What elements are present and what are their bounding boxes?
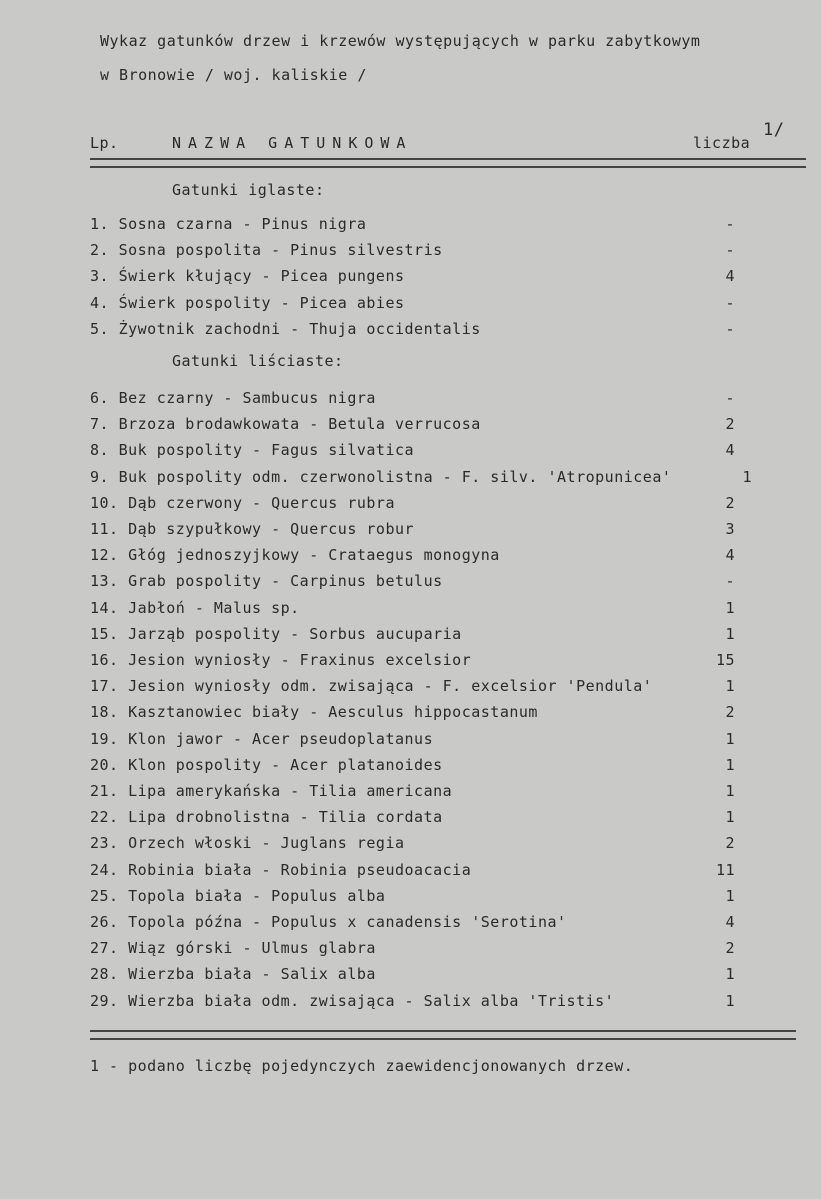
species-count: - bbox=[725, 319, 735, 338]
species-count: 2 bbox=[725, 939, 735, 958]
species-count: 11 bbox=[715, 860, 735, 879]
list-item bbox=[0, 267, 821, 291]
list-item bbox=[0, 992, 821, 1016]
species-count: 1 bbox=[725, 965, 735, 984]
list-item bbox=[0, 677, 821, 701]
species-count: 4 bbox=[725, 267, 735, 286]
list-item bbox=[0, 215, 821, 239]
list-item bbox=[0, 389, 821, 413]
list-item bbox=[0, 441, 821, 465]
species-count: 1 bbox=[725, 782, 735, 800]
list-item bbox=[0, 887, 821, 911]
species-name: 24. Robinia biała - Robinia pseudoacacia bbox=[90, 860, 472, 879]
species-name: 20. Klon pospolity - Acer platanoides bbox=[90, 755, 443, 774]
species-name: 6. Bez czarny - Sambucus nigra bbox=[90, 389, 376, 407]
species-name: 9. Buk pospolity odm. czerwonolistna - F. silv. 'Atropunicea' bbox=[90, 467, 672, 486]
list-item bbox=[0, 782, 821, 806]
species-name: 21. Lipa amerykańska - Tilia americana bbox=[90, 782, 453, 800]
species-name: 1. Sosna czarna - Pinus nigra bbox=[90, 215, 367, 233]
list-item bbox=[0, 703, 821, 727]
species-count: 1 bbox=[725, 729, 735, 748]
document-subtitle: w Bronowie / woj. kaliskie / bbox=[100, 66, 367, 84]
list-item bbox=[0, 756, 821, 780]
species-count: 3 bbox=[725, 520, 735, 538]
header-lp: Lp. bbox=[90, 134, 119, 152]
list-item bbox=[0, 965, 821, 989]
species-name: 22. Lipa drobnolistna - Tilia cordata bbox=[90, 808, 443, 827]
header-name: NAZWA GATUNKOWA bbox=[172, 134, 413, 152]
species-count: 1 bbox=[725, 808, 735, 827]
list-item bbox=[0, 415, 821, 439]
list-item bbox=[0, 468, 821, 492]
species-name: 17. Jesion wyniosły odm. zwisająca - F. excelsior 'Pendula' bbox=[90, 677, 653, 696]
section-conifers: Gatunki iglaste: bbox=[172, 181, 325, 199]
species-count: - bbox=[725, 572, 735, 591]
species-count: - bbox=[725, 215, 735, 233]
list-item bbox=[0, 320, 821, 344]
species-name: 28. Wierzba biała - Salix alba bbox=[90, 965, 376, 984]
list-item bbox=[0, 861, 821, 885]
species-name: 29. Wierzba biała odm. zwisająca - Salix alba 'Tristis' bbox=[90, 991, 615, 1010]
species-name: 7. Brzoza brodawkowata - Betula verrucosa bbox=[90, 415, 481, 434]
species-count: 1 bbox=[725, 677, 735, 696]
list-item bbox=[0, 730, 821, 754]
species-count: 2 bbox=[725, 703, 735, 722]
section-deciduous: Gatunki liściaste: bbox=[172, 352, 344, 370]
species-name: 8. Buk pospolity - Fagus silvatica bbox=[90, 441, 415, 460]
header-divider bbox=[90, 158, 806, 168]
species-count: 1 bbox=[725, 624, 735, 643]
species-name: 23. Orzech włoski - Juglans regia bbox=[90, 834, 405, 853]
species-name: 14. Jabłoń - Malus sp. bbox=[90, 598, 300, 617]
page-number: 1/ bbox=[763, 120, 785, 140]
list-item bbox=[0, 808, 821, 832]
species-name: 13. Grab pospolity - Carpinus betulus bbox=[90, 572, 443, 591]
list-item bbox=[0, 572, 821, 596]
species-name: 2. Sosna pospolita - Pinus silvestris bbox=[90, 241, 443, 260]
species-count: - bbox=[725, 241, 735, 260]
footer-divider bbox=[90, 1030, 796, 1040]
document-title: Wykaz gatunków drzew i krzewów występujących w parku zabytkowym bbox=[100, 32, 701, 50]
list-item bbox=[0, 625, 821, 649]
species-count: 2 bbox=[725, 415, 735, 434]
species-name: 5. Żywotnik zachodni - Thuja occidentalis bbox=[90, 319, 481, 338]
species-name: 4. Świerk pospolity - Picea abies bbox=[90, 293, 405, 312]
list-item bbox=[0, 834, 821, 858]
species-name: 11. Dąb szypułkowy - Quercus robur bbox=[90, 520, 415, 538]
species-name: 12. Głóg jednoszyjkowy - Crataegus monogyna bbox=[90, 546, 500, 565]
species-name: 15. Jarząb pospolity - Sorbus aucuparia bbox=[90, 624, 462, 643]
species-name: 10. Dąb czerwony - Quercus rubra bbox=[90, 493, 395, 512]
species-count: 1 bbox=[725, 991, 735, 1010]
species-count: 1 bbox=[742, 467, 752, 486]
list-item bbox=[0, 651, 821, 675]
species-count: 4 bbox=[725, 441, 735, 460]
species-count: 1 bbox=[725, 755, 735, 774]
species-count: - bbox=[725, 293, 735, 312]
species-count: 1 bbox=[725, 598, 735, 617]
species-count: 4 bbox=[725, 913, 735, 931]
list-item bbox=[0, 546, 821, 570]
species-count: 4 bbox=[725, 546, 735, 565]
species-count: - bbox=[725, 389, 735, 407]
footnote: 1 - podano liczbę pojedynczych zaewidencjonowanych drzew. bbox=[90, 1057, 634, 1075]
species-count: 1 bbox=[725, 886, 735, 905]
list-item bbox=[0, 599, 821, 623]
species-count: 2 bbox=[725, 834, 735, 853]
list-item bbox=[0, 939, 821, 963]
list-item bbox=[0, 241, 821, 265]
species-name: 19. Klon jawor - Acer pseudoplatanus bbox=[90, 729, 434, 748]
species-name: 25. Topola biała - Populus alba bbox=[90, 886, 386, 905]
list-item bbox=[0, 294, 821, 318]
species-name: 18. Kasztanowiec biały - Aesculus hippocastanum bbox=[90, 703, 538, 722]
species-count: 2 bbox=[725, 493, 735, 512]
header-count: liczba bbox=[693, 134, 751, 152]
list-item bbox=[0, 913, 821, 937]
list-item bbox=[0, 494, 821, 518]
species-count: 15 bbox=[715, 651, 735, 669]
species-name: 26. Topola późna - Populus x canadensis 'Serotina' bbox=[90, 913, 567, 931]
list-item bbox=[0, 520, 821, 544]
species-name: 16. Jesion wyniosły - Fraxinus excelsior bbox=[90, 651, 472, 669]
species-name: 27. Wiąz górski - Ulmus glabra bbox=[90, 939, 376, 958]
species-name: 3. Świerk kłujący - Picea pungens bbox=[90, 267, 405, 286]
